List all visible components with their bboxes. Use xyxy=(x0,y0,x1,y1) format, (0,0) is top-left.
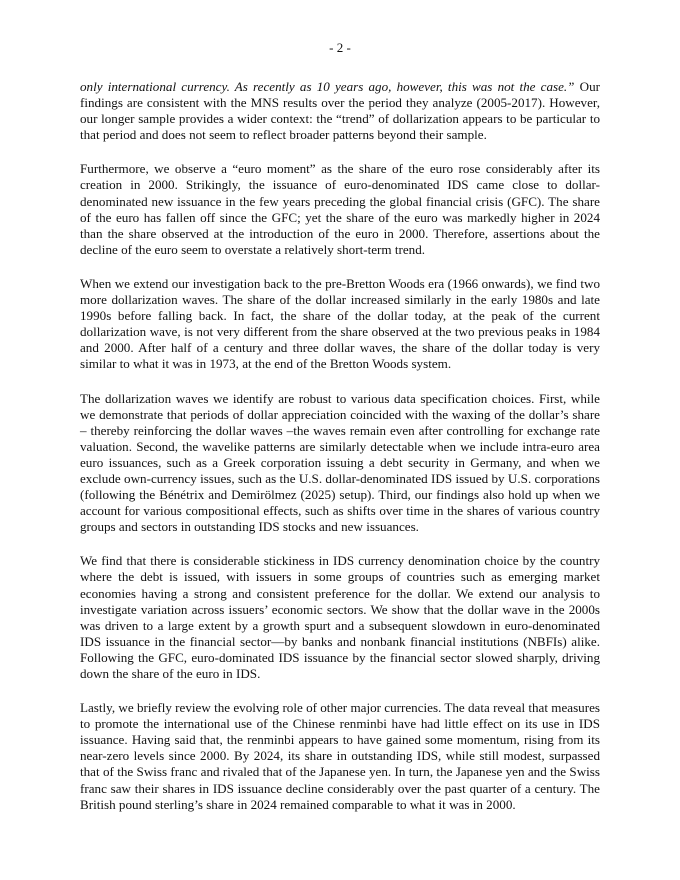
paragraph-2: Furthermore, we observe a “euro moment” as the share of the euro rose considerably after its creation in 2000. Strikingly, the issuance of euro-denominated IDS came close to dollar-denominated new issuance in the few years preceding the global financial crisis (GFC). The share of the euro has fallen off since the GFC; yet the share of the euro was markedly higher in 2024 than the share observed at the introduction of the euro in 2000. Therefore, assertions about the decline of the euro seem to overstate a relatively short-term trend. xyxy=(80,161,600,257)
paragraph-5: We find that there is considerable stickiness in IDS currency denomination choice by the country where the debt is issued, with issuers in some groups of countries such as emerging market economies having a strong and consistent preference for the dollar. We extend our analysis to investigate variation across issuers’ economic sectors. We show that the dollar wave in the 2000s was driven to a large extent by a growth spurt and a subsequent slowdown in euro-denominated IDS issuance in the financial sector—by banks and nonbank financial institutions (NBFIs) alike. Following the GFC, euro-dominated IDS issuance by the financial sector slowed sharply, driving down the share of the euro in IDS. xyxy=(80,553,600,681)
paragraph-1 xyxy=(80,79,600,143)
paragraph-3: When we extend our investigation back to the pre-Bretton Woods era (1966 onwards), we find two more dollarization waves. The share of the dollar increased similarly in the early 1980s and late 1990s before falling back. In fact, the share of the dollar today, at the peak of the current dollarization wave, is not very different from the share observed at the two previous peaks in 1984 and 2000. After half of a century and three dollar waves, the share of the dollar today is very similar to what it was in 1973, at the end of the Bretton Woods system. xyxy=(80,275,600,372)
page-number: - 2 - xyxy=(329,40,351,55)
paragraph-4: The dollarization waves we identify are robust to various data specification choices. First, while we demonstrate that periods of dollar appreciation coincided with the waxing of the dollar’s share – thereby reinforcing the dollar waves –the waves remain even after controlling for exchange rate valuation. Second, the wavelike patterns are similarly detectable when we include intra-euro area euro issuances, such as a Greek corporation issuing a debt security in Germany, and when we exclude own-currency issues, such as the U.S. dollar-denominated IDS issued by U.S. corporations (following the Bénétrix and Demirölmez (2025) setup). Third, our findings also hold up when we account for various compositional effects, such as shifts over time in the shares of various country groups and sectors in outstanding IDS stocks and new issuances. xyxy=(80,390,600,535)
body-text xyxy=(80,79,600,831)
quoted-text: only international currency. As recently as 10 years ago, however, this was not the case.” xyxy=(80,79,575,94)
paragraph-text: Our findings are consistent with the MNS results over the period they analyze (2005-2017). However, our longer sample provides a wider context: the “trend” of dollarization appears to be particular to that period and does not seem to reflect broader patterns beyond their sample. xyxy=(80,79,601,143)
paragraph-6: Lastly, we briefly review the evolving role of other major currencies. The data reveal that measures to promote the international use of the Chinese renminbi have had little effect on its use in IDS issuance. Having said that, the renminbi appears to have gained some momentum, rising from its near-zero levels since 2000. By 2024, its share in outstanding IDS, while still modest, surpassed that of the Swiss franc and rivaled that of the Japanese yen. In turn, the Japanese yen and the Swiss franc saw their shares in IDS issuance decline considerably over the past quarter of a century. The British pound sterling’s share in 2024 remained comparable to what it was in 2000. xyxy=(80,700,600,812)
